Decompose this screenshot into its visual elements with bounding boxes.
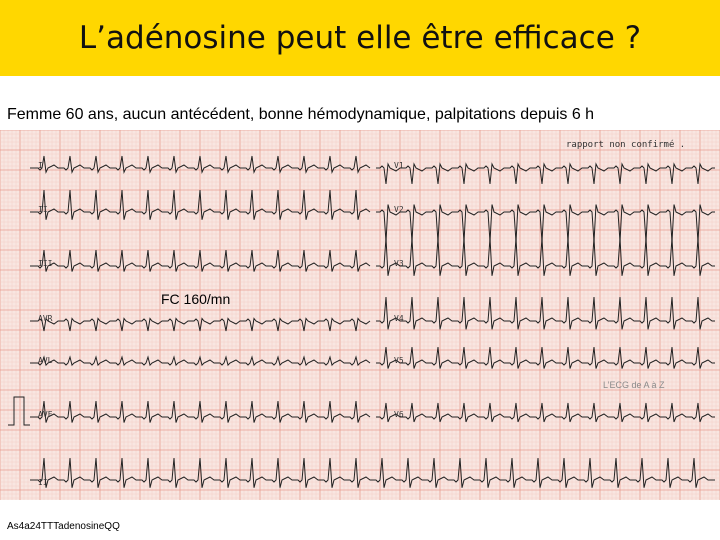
slide-reference: As4a24TTTadenosineQQ xyxy=(7,521,120,532)
lead-label-v5: V5 xyxy=(394,356,404,365)
ecg-tracing xyxy=(0,130,720,500)
report-status: rapport non confirmé . xyxy=(566,140,686,150)
patient-description: Femme 60 ans, aucun antécédent, bonne hémodynamique, palpitations depuis 6 h xyxy=(7,106,595,123)
lead-label-i: I xyxy=(38,161,43,170)
title-bar xyxy=(0,0,720,76)
ecg-strip xyxy=(0,130,720,500)
lead-label-v1: V1 xyxy=(394,161,404,170)
lead-label-v4: V4 xyxy=(394,314,404,323)
lead-label-v3: V3 xyxy=(394,259,404,268)
lead-label-iii: III xyxy=(38,259,53,268)
watermark: L’ECG de A à Z xyxy=(603,380,665,390)
ecg-trace-rhythm xyxy=(30,458,715,488)
lead-label-v6: V6 xyxy=(394,410,404,419)
lead-label-avl: AVL xyxy=(38,356,53,365)
heart-rate-label: FC 160/mn xyxy=(161,291,231,307)
lead-label-avr: AVR xyxy=(38,314,53,323)
lead-label-ii: II xyxy=(38,205,48,214)
calibration-pulse xyxy=(8,397,30,425)
lead-label-rhythm-ii: II xyxy=(38,478,48,487)
slide-title: L’adénosine peut elle être efficace ? xyxy=(78,20,642,56)
lead-label-v2: V2 xyxy=(394,205,404,214)
lead-label-avf: AVF xyxy=(38,410,53,419)
